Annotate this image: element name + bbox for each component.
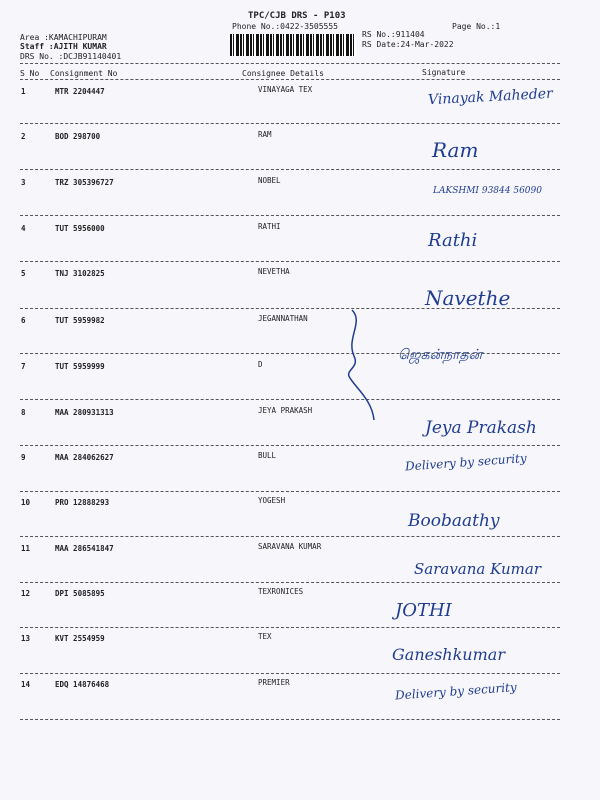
row-divider [20, 399, 560, 400]
row-divider [20, 536, 560, 537]
row-divider [20, 445, 560, 446]
row-signature: Jeya Prakash [425, 418, 537, 438]
row-signature: Saravana Kumar [414, 560, 541, 578]
row-consignment: MAA 280931313 [55, 408, 114, 417]
row-consignment: KVT 2554959 [55, 634, 105, 643]
row-sno: 9 [21, 453, 26, 462]
row-consignee: BULL [258, 451, 277, 460]
row-consignment: PRO 12888293 [55, 498, 110, 507]
sheet-title: TPC/CJB DRS - P103 [248, 11, 346, 21]
row-consignee: RATHI [258, 222, 281, 231]
header-divider [20, 63, 560, 64]
row-signature: LAKSHMI 93844 56090 [433, 186, 542, 196]
col-header-consignee: Consignee Details [242, 69, 324, 78]
row-signature: JOTHI [395, 600, 452, 621]
phone-number: Phone No.:0422-3505555 [232, 22, 338, 31]
row-sno: 4 [21, 224, 26, 233]
rs-date: RS Date:24-Mar-2022 [362, 40, 454, 49]
row-consignee: TEXRONICES [258, 587, 304, 596]
row-sno: 7 [21, 362, 26, 371]
row-sno: 3 [21, 178, 26, 187]
row-consignee: PREMIER [258, 678, 290, 687]
row-consignment: BOD 298700 [55, 132, 101, 141]
row-signature: ஜெகன்நாதன் [398, 347, 483, 363]
row-sno: 6 [21, 316, 26, 325]
brace-mark [342, 308, 382, 423]
row-divider [20, 261, 560, 262]
column-header-divider [20, 79, 560, 80]
row-divider [20, 719, 560, 720]
row-signature: Navethe [425, 286, 511, 310]
row-divider [20, 308, 560, 309]
row-divider [20, 673, 560, 674]
row-divider [20, 353, 560, 354]
row-signature: Boobaathy [408, 511, 500, 531]
row-consignee: NOBEL [258, 176, 281, 185]
row-consignment: TUT 5959982 [55, 316, 105, 325]
row-sno: 12 [21, 589, 31, 598]
row-consignment: TNJ 3102825 [55, 269, 105, 278]
col-header-signature: Signature [422, 68, 466, 77]
row-divider [20, 491, 560, 492]
row-divider [20, 627, 560, 628]
row-consignee: SARAVANA KUMAR [258, 542, 322, 551]
row-signature: Vinayak Maheder [427, 85, 554, 109]
row-consignee: JEGANNATHAN [258, 314, 308, 323]
row-signature: Delivery by security [394, 680, 518, 703]
row-consignment: TUT 5956000 [55, 224, 105, 233]
row-consignment: TUT 5959999 [55, 362, 105, 371]
row-signature: Ram [432, 138, 479, 162]
row-consignee: VINAYAGA TEX [258, 85, 313, 94]
row-divider [20, 215, 560, 216]
row-consignee: NEVETHA [258, 267, 290, 276]
row-consignment: EDQ 14876468 [55, 680, 110, 689]
col-header-sno: S No [20, 69, 40, 78]
area-field: Area :KAMACHIPURAM [20, 33, 107, 42]
staff-field: Staff :AJITH KUMAR [20, 42, 107, 51]
row-consignee: RAM [258, 130, 272, 139]
row-signature: Rathi [428, 230, 478, 251]
page-number: Page No.:1 [452, 22, 501, 31]
row-divider [20, 169, 560, 170]
row-sno: 11 [21, 544, 31, 553]
row-consignee: D [258, 360, 263, 369]
row-signature: Delivery by security [404, 451, 528, 474]
barcode [230, 34, 356, 56]
row-consignment: MTR 2204447 [55, 87, 105, 96]
row-consignment: DPI 5085895 [55, 589, 105, 598]
row-sno: 2 [21, 132, 26, 141]
row-consignee: TEX [258, 632, 272, 641]
row-consignee: JEYA PRAKASH [258, 406, 313, 415]
row-divider [20, 582, 560, 583]
row-divider [20, 123, 560, 124]
row-sno: 1 [21, 87, 26, 96]
drs-number: DRS No. :DCJB91140401 [20, 52, 122, 61]
rs-number: RS No.:911404 [362, 30, 425, 39]
row-consignment: MAA 286541847 [55, 544, 114, 553]
row-sno: 10 [21, 498, 31, 507]
col-header-consignment: Consignment No [50, 69, 118, 78]
row-sno: 8 [21, 408, 26, 417]
row-sno: 14 [21, 680, 31, 689]
row-signature: Ganeshkumar [392, 645, 505, 664]
row-sno: 13 [21, 634, 31, 643]
row-consignment: TRZ 305396727 [55, 178, 114, 187]
row-consignment: MAA 284062627 [55, 453, 114, 462]
row-sno: 5 [21, 269, 26, 278]
row-consignee: YOGESH [258, 496, 286, 505]
